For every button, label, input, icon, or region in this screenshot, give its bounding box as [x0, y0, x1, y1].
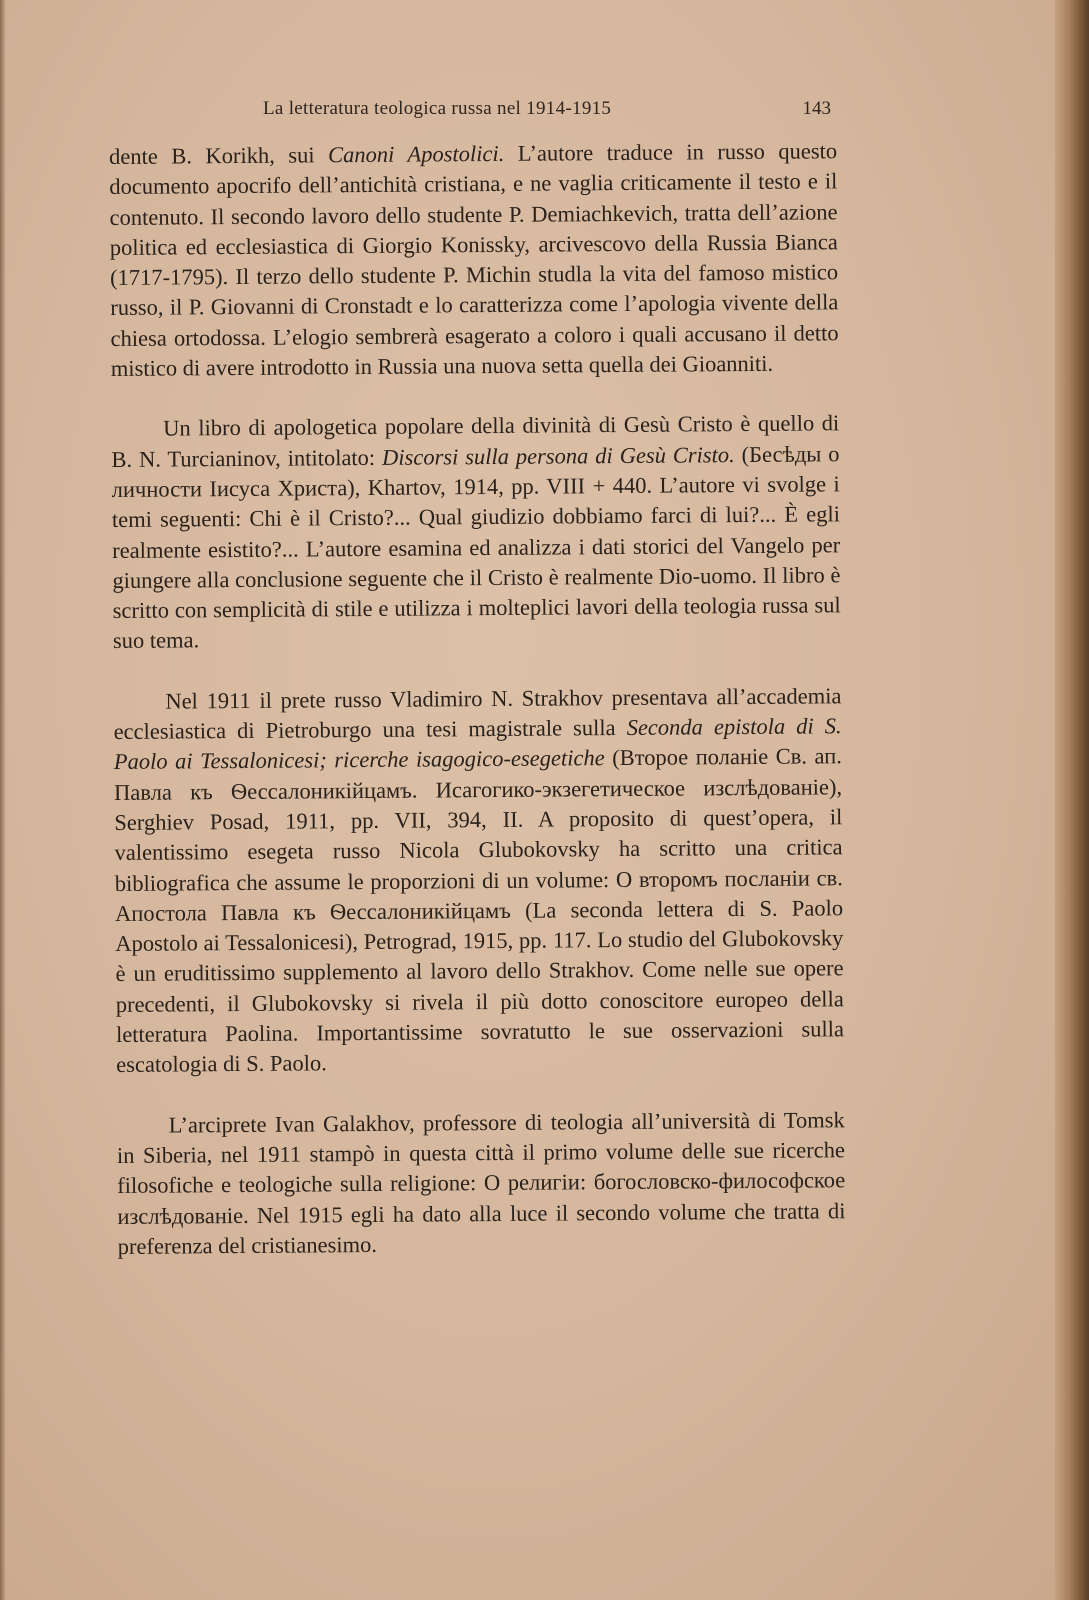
paragraph-2-text-b: (Бесѣды о личности Іисуса Христа), Khartov, 1914, pp. VIII + 440. L’autore vi svolge i temi seguenti: Chi è il Cristo?... Qual giudizio dobbiamo farci di lui?... È egli realmente esistito?... L’autore esamina ed analizza i dati storici del Vangelo per giungere alla conclusione seguente che il Cristo è realmente Dio-uomo. Il libro è scritto con semplicità di stile e utilizza i molteplici lavori della teologia russa sul suo tema.	[111, 440, 841, 654]
book-spine-edge	[1055, 0, 1089, 1600]
paragraph-1-text-a: dente B. Korikh, sui	[109, 142, 329, 169]
running-head	[263, 98, 831, 128]
paragraph-4	[117, 1105, 846, 1262]
paragraph-2-text-a: Un libro di apologetica popolare della divinità di Gesù Cristo è quello di B. N. Turcianinov, intitolato:	[111, 410, 840, 472]
running-title: La letteratura teologica russa nel 1914-1915	[263, 98, 612, 119]
paragraph-3-text-a: Nel 1911 il prete russo Vladimiro N. Strakhov presentava all’accademia ecclesiastica di Pietroburgo una tesi magistrale sulla	[113, 683, 842, 745]
paragraph-3	[113, 681, 844, 1081]
paragraph-3-italic: Seconda epistola di S. Paolo ai Tessalonicesi; ricerche isagogico-esegetiche	[113, 713, 842, 775]
page-number: 143	[802, 98, 831, 119]
paragraph-2	[111, 409, 841, 657]
paragraph-2-italic: Discorsi sulla persona di Gesù Cristo.	[381, 441, 735, 470]
text-body	[109, 136, 846, 1292]
page-left-edge	[0, 0, 6, 1600]
paragraph-1	[109, 136, 839, 384]
paragraph-3-text-b: (Второе поланіе Св. ап. Павла къ Ѳессалоникійцамъ. Исагогико-экзегетическое изслѣдованіе), Serghiev Posad, 1911, pp. VII, 394, II. A proposito di quest’opera, il valentissimo esegeta russo Nicola Glubokovsky ha scritto una critica bibliografica che assume le proporzioni di un volume: О второмъ посланіи св. Апостола Павла къ Ѳессалоникійцамъ (La seconda lettera di S. Paolo Apostolo ai Tessalonicesi), Petrograd, 1915, pp. 117. Lo studio del Glubokovsky è un eruditissimo supplemento al lavoro dello Strakhov. Come nelle sue opere precedenti, il Glubokovsky si rivela il più dotto conoscitore europeo della letteratura Paolina. Importantissime sovratutto le sue osservazioni sulla escatologia di S. Paolo.	[114, 743, 845, 1078]
paragraph-4-text: L’arciprete Ivan Galakhov, professore di teologia all’università di Tomsk in Siberia, nel 1911 stampò in questa città il primo volume delle sue ricerche filosofiche e teologiche sulla religione: О религіи: богословско-философское изслѣдованіе. Nel 1915 egli ha dato alla luce il secondo volume che tratta di preferenza del cristianesimo.	[116, 1106, 846, 1259]
paragraph-1-italic: Canoni Apostolici.	[327, 140, 505, 168]
paragraph-1-text-b: L’autore traduce in russo questo documento apocrifo dell’antichità cristiana, e ne vaglia criticamente il testo e il contenuto. Il secondo lavoro dello studente P. Demiachkevich, tratta dell’azione politica ed ecclesiastica di Giorgio Konissky, arcivescovo della Russia Bianca (1717-1795). Il terzo dello studente P. Michin studla la vita del famoso mistico russo, il P. Giovanni di Cronstadt e lo caratterizza come l’apologia vivente della chiesa ortodossa. L’elogio sembrerà esagerato a coloro i quali accusano il detto mistico di avere introdotto in Russia una nuova setta quella dei Gioanniti.	[109, 138, 839, 382]
